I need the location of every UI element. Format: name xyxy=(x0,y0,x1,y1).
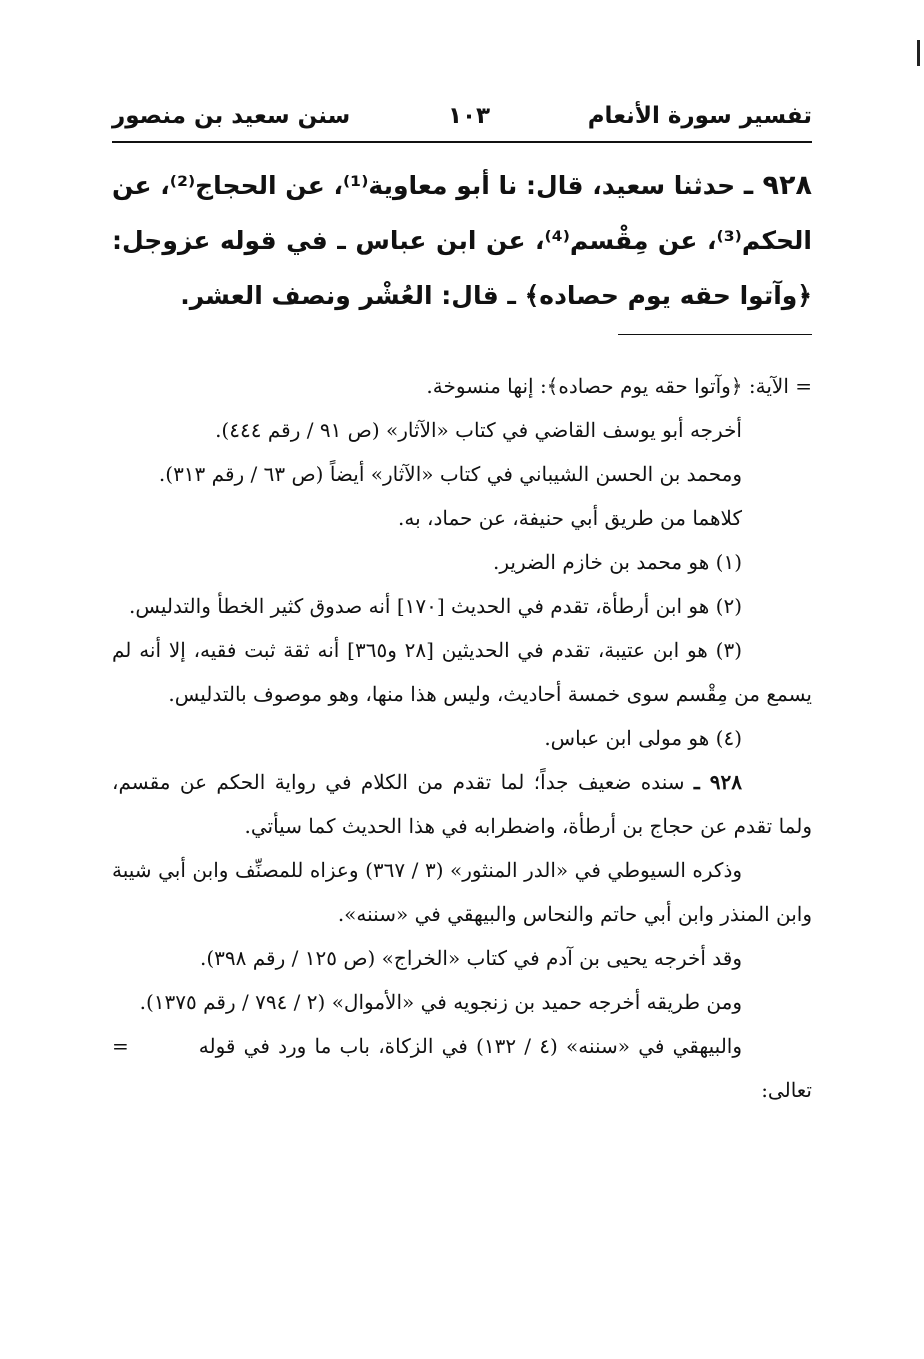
note-line: وقد أخرجه يحيى بن آدم في كتاب «الخراج» (ص ١٢٥ / رقم ٣٩٨). xyxy=(199,946,742,970)
note-line: ومن طريقه أخرجه حميد بن زنجويه في «الأموال» (٢ / ٧٩٤ / رقم ١٣٧٥). xyxy=(139,990,742,1014)
note-line-continued xyxy=(112,1024,812,1112)
commentary-number: ٩٢٨ ـ xyxy=(693,770,742,794)
note-line: والبيهقي في «سننه» (٤ / ١٣٢) في الزكاة، باب ما ورد في قوله تعالى: xyxy=(198,1034,812,1102)
footnote-separator xyxy=(618,334,812,335)
main-hadith xyxy=(112,158,812,323)
header-book-title: سنن سعيد بن منصور xyxy=(112,103,351,129)
continuation-mark: = xyxy=(795,374,812,398)
footnote-3: (٣) هو ابن عتيبة، تقدم في الحديثين [٢٨ و٣٦٥] أنه ثقة ثبت فقيه، إلا أنه لم يسمع من مِقْسم سوى خمسة أحاديث، وليس هذا منها، وهو موصوف بالتدليس. xyxy=(112,638,812,706)
note-line: كلاهما من طريق أبي حنيفة، عن حماد، به. xyxy=(397,506,742,530)
continuation-mark: = xyxy=(112,1034,129,1058)
edge-mark xyxy=(917,40,920,66)
footnote-2: (٢) هو ابن أرطأة، تقدم في الحديث [١٧٠] أنه صدوق كثير الخطأ والتدليس. xyxy=(129,594,742,618)
commentary-paragraph xyxy=(112,760,812,848)
footnote-4: (٤) هو مولى ابن عباس. xyxy=(544,726,742,750)
hadith-text: حدثنا سعيد، قال: نا أبو معاوية⁽¹⁾، عن الحجاج⁽²⁾، عن الحكم⁽³⁾، عن مِقْسم⁽⁴⁾، عن ابن عباس ـ في قوله عزوجل: ﴿وآتوا حقه يوم حصاده﴾ ـ قال: العُشْر ونصف العشر. xyxy=(112,171,812,310)
header-rule xyxy=(112,141,812,143)
hadith-number: ٩٢٨ ـ xyxy=(743,170,812,201)
footnotes xyxy=(112,364,812,1112)
footnote-1: (١) هو محمد بن خازم الضرير. xyxy=(493,550,742,574)
page-header xyxy=(112,96,812,136)
note-line: وذكره السيوطي في «الدر المنثور» (٣ / ٣٦٧) وعزاه للمصنِّف وابن أبي شيبة وابن المنذر وابن أبي حاتم والنحاس والبيهقي في «سننه». xyxy=(112,858,812,926)
previous-note-continuation xyxy=(112,364,812,408)
header-surah-title: تفسير سورة الأنعام xyxy=(587,103,812,129)
note-line: ومحمد بن الحسن الشيباني في كتاب «الآثار» أيضاً (ص ٦٣ / رقم ٣١٣). xyxy=(158,462,742,486)
note-line: الآية: ﴿وآتوا حقه يوم حصاده﴾: إنها منسوخة. xyxy=(426,374,789,398)
page-number: ١٠٣ xyxy=(447,103,491,129)
commentary-text: سنده ضعيف جداً؛ لما تقدم من الكلام في رواية الحكم عن مقسم، ولما تقدم عن حجاج بن أرطأة، واضطرابه في هذا الحديث كما سيأتي. xyxy=(112,770,812,838)
note-line: أخرجه أبو يوسف القاضي في كتاب «الآثار» (ص ٩١ / رقم ٤٤٤). xyxy=(215,418,742,442)
